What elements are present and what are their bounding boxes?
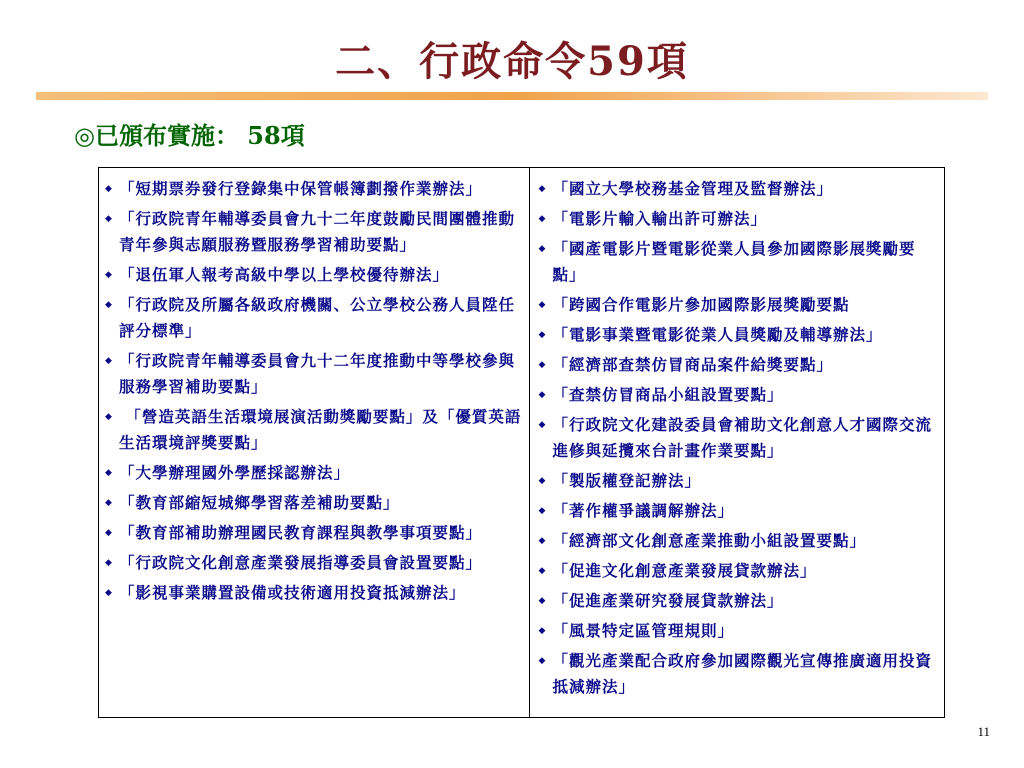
list-item bbox=[538, 352, 940, 378]
list-item-text: 「經濟部查禁仿冒商品案件給獎要點」 bbox=[552, 355, 833, 374]
list-item-text: 「觀光產業配合政府參加國際觀光宣傳推廣適用投資抵減辦法」 bbox=[552, 651, 932, 696]
list-item-text: 「國產電影片暨電影從業人員參加國際影展獎勵要點」 bbox=[552, 239, 916, 284]
diamond-bullet-icon: ◆ bbox=[105, 528, 113, 538]
diamond-bullet-icon: ◆ bbox=[538, 420, 547, 430]
list-item bbox=[105, 176, 525, 202]
diamond-bullet-icon: ◆ bbox=[105, 270, 113, 280]
list-item-text: 「教育部縮短城鄉學習落差補助要點」 bbox=[119, 493, 400, 512]
list-item bbox=[538, 236, 940, 288]
list-item-text: 「退伍軍人報考高級中學以上學校優待辦法」 bbox=[119, 265, 450, 284]
diamond-bullet-icon: ◆ bbox=[538, 330, 547, 340]
list-item bbox=[538, 292, 940, 318]
diamond-bullet-icon: ◆ bbox=[105, 558, 113, 568]
list-item bbox=[538, 588, 940, 614]
list-item-text: 「經濟部文化創意產業推動小組設置要點」 bbox=[552, 531, 866, 550]
list-item bbox=[105, 550, 525, 576]
list-item-text: 「促進文化創意產業發展貸款辦法」 bbox=[552, 561, 817, 580]
diamond-bullet-icon: ◆ bbox=[538, 244, 547, 254]
list-item-text: 「查禁仿冒商品小組設置要點」 bbox=[552, 385, 784, 404]
list-item bbox=[105, 460, 525, 486]
diamond-bullet-icon: ◆ bbox=[105, 588, 113, 598]
slide-title: 二、行政命令59項 bbox=[335, 38, 689, 85]
list-item bbox=[105, 348, 525, 400]
diamond-bullet-icon: ◆ bbox=[105, 498, 113, 508]
diamond-bullet-icon: ◆ bbox=[538, 476, 547, 486]
diamond-bullet-icon: ◆ bbox=[538, 360, 547, 370]
list-item-text: 「國立大學校務基金管理及監督辦法」 bbox=[552, 179, 833, 198]
list-item-text: 「著作權爭議調解辦法」 bbox=[552, 501, 734, 520]
right-column bbox=[530, 168, 944, 717]
list-item bbox=[105, 520, 525, 546]
list-item-text: 「影視事業購置設備或技術適用投資抵減辦法」 bbox=[119, 583, 466, 602]
list-item-text: 「電影片輸入輸出許可辦法」 bbox=[552, 209, 767, 228]
diamond-bullet-icon: ◆ bbox=[538, 390, 547, 400]
list-item-text: 「教育部補助辦理國民教育課程與教學事項要點」 bbox=[119, 523, 483, 542]
list-item bbox=[538, 558, 940, 584]
list-item-text: 「行政院青年輔導委員會九十二年度推動中等學校參與服務學習補助要點」 bbox=[119, 351, 516, 396]
list-item-text: 「行政院文化建設委員會補助文化創意人才國際交流進修與延攬來台計畫作業要點」 bbox=[552, 415, 932, 460]
list-item bbox=[105, 262, 525, 288]
list-item-text: 「跨國合作電影片參加國際影展獎勵要點 bbox=[552, 295, 850, 314]
diamond-bullet-icon: ◆ bbox=[105, 468, 113, 478]
diamond-bullet-icon: ◆ bbox=[538, 626, 547, 636]
list-item-text: 「營造英語生活環境展演活動獎勵要點」及「優質英語生活環境評獎要點」 bbox=[119, 407, 522, 452]
list-item bbox=[538, 618, 940, 644]
list-item-text: 「行政院青年輔導委員會九十二年度鼓勵民間團體推動青年參與志願服務暨服務學習補助要點」 bbox=[119, 209, 516, 254]
left-column bbox=[99, 168, 530, 717]
diamond-bullet-icon: ◆ bbox=[538, 656, 547, 666]
slide-subtitle: ◎已頒布實施： 58項 bbox=[74, 121, 305, 150]
list-item-text: 「短期票券發行登錄集中保管帳簿劃撥作業辦法」 bbox=[119, 179, 483, 198]
title-divider bbox=[36, 92, 988, 100]
list-item-text: 「行政院文化創意產業發展指導委員會設置要點」 bbox=[119, 553, 483, 572]
diamond-bullet-icon: ◆ bbox=[538, 566, 547, 576]
diamond-bullet-icon: ◆ bbox=[105, 184, 113, 194]
list-item bbox=[105, 490, 525, 516]
list-item bbox=[538, 206, 940, 232]
diamond-bullet-icon: ◆ bbox=[105, 300, 113, 310]
diamond-bullet-icon: ◆ bbox=[538, 214, 547, 224]
list-item bbox=[538, 176, 940, 202]
list-item-text: 「促進產業研究發展貸款辦法」 bbox=[552, 591, 784, 610]
page-number: 11 bbox=[977, 724, 990, 739]
list-item-text: 「行政院及所屬各級政府機關、公立學校公務人員陞任評分標準」 bbox=[119, 295, 516, 340]
list-item bbox=[538, 382, 940, 408]
list-item bbox=[105, 404, 525, 456]
list-item bbox=[105, 580, 525, 606]
diamond-bullet-icon: ◆ bbox=[538, 596, 547, 606]
list-item bbox=[105, 206, 525, 258]
list-item-text: 「製版權登記辦法」 bbox=[552, 471, 701, 490]
list-item-text: 「大學辦理國外學歷採認辦法」 bbox=[119, 463, 351, 482]
diamond-bullet-icon: ◆ bbox=[105, 214, 113, 224]
list-item bbox=[538, 528, 940, 554]
list-item bbox=[538, 412, 940, 464]
list-item bbox=[105, 292, 525, 344]
diamond-bullet-icon: ◆ bbox=[538, 506, 547, 516]
diamond-bullet-icon: ◆ bbox=[105, 356, 113, 366]
diamond-bullet-icon: ◆ bbox=[538, 300, 547, 310]
diamond-bullet-icon: ◆ bbox=[105, 412, 113, 422]
diamond-bullet-icon: ◆ bbox=[538, 536, 547, 546]
list-item bbox=[538, 322, 940, 348]
list-item bbox=[538, 648, 940, 700]
list-item-text: 「風景特定區管理規則」 bbox=[552, 621, 734, 640]
list-item bbox=[538, 498, 940, 524]
list-item bbox=[538, 468, 940, 494]
regulations-table bbox=[98, 167, 945, 718]
list-item-text: 「電影事業暨電影從業人員獎勵及輔導辦法」 bbox=[552, 325, 883, 344]
diamond-bullet-icon: ◆ bbox=[538, 184, 547, 194]
